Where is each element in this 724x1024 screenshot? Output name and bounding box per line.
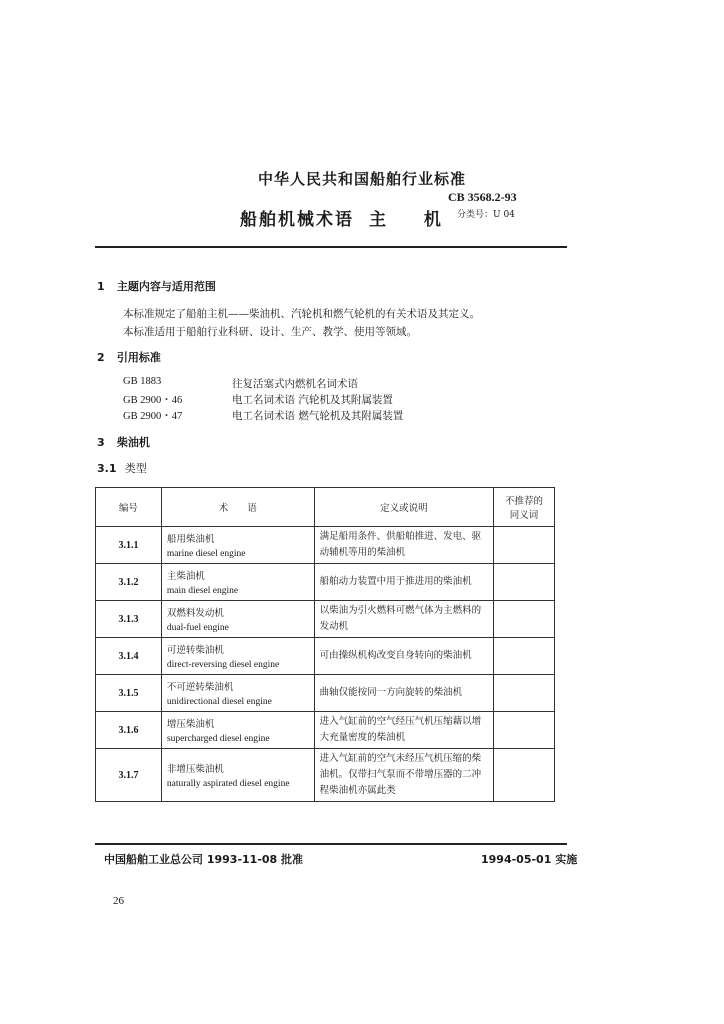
term-cell (161, 564, 314, 601)
term-synonym (494, 564, 555, 601)
term-cell (161, 675, 314, 712)
reference-title: 往复活塞式内燃机名词术语 (232, 378, 358, 390)
footer-rule (95, 843, 567, 845)
section-3-1-heading (97, 460, 147, 476)
term-number: 3.1.7 (96, 749, 162, 802)
page-number: 26 (113, 895, 124, 907)
header-number: 编号 (96, 488, 162, 527)
term-number: 3.1.5 (96, 675, 162, 712)
table-row (96, 712, 555, 749)
term-english: unidirectional diesel engine (166, 697, 272, 707)
table-row (96, 675, 555, 712)
table-header-row (96, 488, 555, 527)
term-chinese: 船用柴油机 (166, 534, 215, 545)
standard-number: CB 3568.2-93 (448, 190, 517, 204)
term-english: direct-reversing diesel engine (166, 660, 280, 670)
term-synonym (494, 749, 555, 802)
term-number: 3.1.6 (96, 712, 162, 749)
term-synonym (494, 638, 555, 675)
classification-code: 分类号：U 04 (457, 210, 515, 220)
section-1-number: 1 (97, 280, 105, 293)
table-row (96, 749, 555, 802)
term-cell (161, 712, 314, 749)
term-english: dual-fuel engine (166, 623, 229, 633)
table-row (96, 564, 555, 601)
document-title: 船舶机械术语 (240, 210, 354, 230)
term-definition: 以柴油为引火燃料可燃气体为主燃料的发动机 (314, 601, 494, 638)
effective-date: 1994-05-01 实施 (481, 853, 578, 866)
term-number: 3.1.1 (96, 527, 162, 564)
reference-code: GB 2900・47 (123, 411, 183, 422)
term-chinese: 非增压柴油机 (166, 764, 224, 775)
industry-standard-heading: 中华人民共和国船舶行业标准 (257, 170, 466, 188)
reference-title: 电工名词术语 燃气轮机及其附属装置 (232, 410, 404, 422)
section-3-heading (97, 434, 150, 450)
reference-code: GB 2900・46 (123, 395, 183, 406)
term-cell (161, 601, 314, 638)
term-english: marine diesel engine (166, 549, 246, 559)
approval-note: 中国船舶工业总公司 1993-11-08 批准 (104, 853, 304, 866)
table-row (96, 601, 555, 638)
term-chinese: 双燃料发动机 (166, 608, 224, 619)
term-number: 3.1.2 (96, 564, 162, 601)
header-deprecated-synonym (494, 488, 555, 527)
term-definition: 曲轴仅能按同一方向旋转的柴油机 (314, 675, 494, 712)
term-cell (161, 527, 314, 564)
term-synonym (494, 601, 555, 638)
term-synonym (494, 527, 555, 564)
section-2-number: 2 (97, 351, 105, 364)
term-chinese: 主柴油机 (166, 571, 205, 582)
section-3-1-title: 类型 (124, 462, 147, 475)
section-1-paragraph-2: 本标准适用于船舶行业科研、设计、生产、教学、使用等领域。 (123, 326, 417, 338)
header-deprecated-line-1: 不推荐的 (505, 496, 544, 507)
term-english: main diesel engine (166, 586, 239, 596)
term-definition: 船舶动力装置中用于推进用的柴油机 (314, 564, 494, 601)
header-term: 术 语 (161, 488, 314, 527)
table-row (96, 638, 555, 675)
header-deprecated-line-2: 同义词 (509, 510, 539, 521)
section-3-title: 柴油机 (116, 436, 150, 449)
term-definition: 满足船用条件、供船舶推进、发电、驱动辅机等用的柴油机 (314, 527, 494, 564)
header-rule (95, 246, 567, 248)
term-english: naturally aspirated diesel engine (166, 779, 290, 789)
section-1-title: 主题内容与适用范围 (116, 280, 216, 293)
term-cell (161, 638, 314, 675)
term-definition: 进入气缸前的空气经压气机压缩藉以增大充量密度的柴油机 (314, 712, 494, 749)
section-3-number: 3 (97, 436, 105, 449)
term-definition: 进入气缸前的空气未经压气机压缩的柴油机。仅带扫气泵而不带增压器的二冲程柴油机亦属此类 (314, 749, 494, 802)
section-2-heading (97, 349, 161, 365)
section-2-title: 引用标准 (116, 351, 161, 364)
section-1-heading (97, 278, 216, 294)
header-definition: 定义或说明 (314, 488, 494, 527)
table-row (96, 527, 555, 564)
term-definition: 可由操纵机构改变自身转向的柴油机 (314, 638, 494, 675)
reference-title: 电工名词术语 汽轮机及其附属装置 (232, 394, 393, 406)
term-english: supercharged diesel engine (166, 734, 270, 744)
term-chinese: 不可逆转柴油机 (166, 682, 234, 693)
terms-table (95, 487, 555, 802)
term-number: 3.1.4 (96, 638, 162, 675)
term-synonym (494, 675, 555, 712)
section-3-1-number: 3.1 (97, 462, 117, 475)
term-number: 3.1.3 (96, 601, 162, 638)
term-synonym (494, 712, 555, 749)
term-chinese: 增压柴油机 (166, 719, 215, 730)
document-subtitle: 主 机 (369, 210, 457, 230)
term-chinese: 可逆转柴油机 (166, 645, 224, 656)
term-cell (161, 749, 314, 802)
section-1-paragraph-1: 本标准规定了船舶主机——柴油机、汽轮机和燃气轮机的有关术语及其定义。 (123, 308, 480, 320)
reference-code: GB 1883 (123, 376, 162, 387)
